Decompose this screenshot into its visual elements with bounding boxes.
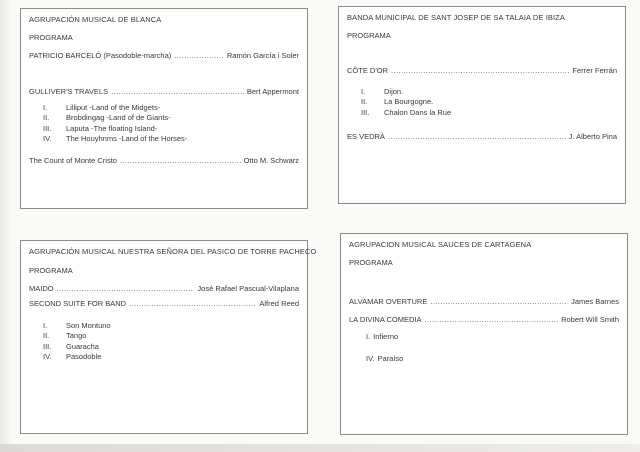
dotted-leader <box>57 284 195 294</box>
movement-list <box>29 321 299 362</box>
piece-title: The Count of Monte Cristo <box>29 156 117 166</box>
band-title: AGRUPACIÓN MUSICAL DE BLANCA <box>29 15 162 24</box>
dotted-leader <box>174 51 224 61</box>
movement-row <box>366 332 619 342</box>
movement-numeral: IV. <box>43 133 52 143</box>
movement-name: Brobdingag -Land of de Giants- <box>66 113 171 123</box>
piece-composer: Robert Will Smith <box>561 315 619 324</box>
piece-title: SECOND SUITE FOR BAND <box>29 299 127 308</box>
movement-row <box>361 87 617 97</box>
movement-row <box>43 103 299 113</box>
band-title: BANDA MUNICIPAL DE SANT JOSEP DE SA TALAIA DE IBIZA <box>347 13 565 22</box>
piece-row <box>29 87 299 97</box>
piece-composer: J. Alberto Pina <box>568 131 617 141</box>
movement-numeral: I. <box>366 332 371 341</box>
movement-numeral: IV. <box>366 354 375 363</box>
piece-row <box>349 297 619 307</box>
piece-row <box>29 299 299 309</box>
movement-name: Infierno <box>373 332 399 341</box>
movement-row <box>43 321 299 331</box>
piece-title: GULLIVER'S TRAVELS <box>29 87 109 96</box>
program-card-ibiza <box>338 6 626 204</box>
movement-name: Son Montuno <box>66 321 111 330</box>
piece-row <box>349 315 619 325</box>
movement-row <box>366 354 619 364</box>
program-card-pacheco <box>20 240 317 434</box>
piece-composer: Bert Appermont <box>246 87 299 96</box>
movement-row <box>43 342 299 352</box>
movement-name: Lilliput -Land of the Midgets- <box>66 103 161 112</box>
program-card-cartagena <box>340 233 628 435</box>
movement-name: Laputa -The floating Island- <box>66 123 158 133</box>
piece-composer: Alfred Reed <box>259 299 299 308</box>
dotted-leader <box>129 299 256 309</box>
movement-numeral: III. <box>361 107 370 117</box>
movement-numeral: III. <box>43 123 52 133</box>
movement-name: Dijon. <box>384 87 404 96</box>
band-title: AGRUPACION MUSICAL SAUCES DE CARTAGENA <box>349 240 532 249</box>
movement-row <box>43 331 299 341</box>
piece-composer: José Rafael Pascual-Vilaplana <box>197 284 299 293</box>
movement-name: La Bourgogne. <box>384 97 434 107</box>
scan-bottom-edge <box>0 444 640 452</box>
piece-row <box>29 156 299 166</box>
piece-composer: Ferrer Ferrán <box>572 66 617 75</box>
movement-name: The Houyhnms -Land of the Horses- <box>66 133 188 143</box>
movement-numeral: II. <box>43 331 50 341</box>
movement-name: Chalon Dans la Rue <box>384 107 452 117</box>
piece-composer: Otto M. Schwarz <box>243 156 299 166</box>
piece-title: MAIDO <box>29 284 54 293</box>
movement-numeral: I. <box>43 103 48 112</box>
movement-numeral: I. <box>43 321 48 330</box>
band-title: AGRUPACIÓN MUSICAL NUESTRA SEÑORA DEL PASICO DE TORRE PACHECO <box>29 247 317 256</box>
piece-row <box>29 284 299 294</box>
movement-numeral: II. <box>43 113 50 123</box>
movement-list <box>347 87 617 118</box>
dotted-leader <box>120 156 241 166</box>
program-label: PROGRAMA <box>29 33 73 42</box>
movement-numeral: II. <box>361 97 368 107</box>
piece-title: ALVAMAR OVERTURE <box>349 297 428 306</box>
program-label: PROGRAMA <box>349 258 393 267</box>
movement-name: Pasodoble <box>66 351 102 361</box>
piece-title: PATRICIO BARCELÓ (Pasodoble-marcha) <box>29 51 172 60</box>
dotted-leader <box>388 132 566 142</box>
movement-name: Guaracha <box>66 341 99 351</box>
movement-name: Paraíso <box>377 354 404 363</box>
piece-row <box>347 66 617 76</box>
dotted-leader <box>425 315 559 325</box>
movement-list <box>29 103 299 144</box>
movement-numeral: IV. <box>43 351 52 361</box>
movement-row <box>361 97 617 107</box>
movement-numeral: I. <box>361 87 366 96</box>
movement-row <box>43 352 299 362</box>
piece-composer: Ramón García i Soler <box>226 51 299 60</box>
piece-composer: James Barnes <box>571 297 619 306</box>
piece-row <box>347 132 617 142</box>
movement-row <box>361 108 617 118</box>
dotted-leader <box>111 87 244 97</box>
movement-name: Tango <box>66 331 87 341</box>
piece-title: CÔTE D'OR <box>347 66 389 75</box>
piece-title: ES VEDRÀ <box>347 131 385 141</box>
scan-left-shadow <box>0 0 12 452</box>
piece-title: LA DIVINA COMEDIA <box>349 315 422 324</box>
program-card-blanca <box>20 8 308 209</box>
program-label: PROGRAMA <box>29 266 73 275</box>
movement-numeral: III. <box>43 341 52 351</box>
program-label: PROGRAMA <box>347 31 391 40</box>
movement-row <box>43 113 299 123</box>
movement-row <box>43 124 299 134</box>
movement-row <box>43 134 299 144</box>
dotted-leader <box>391 66 569 76</box>
dotted-leader <box>430 297 568 307</box>
piece-row <box>29 51 299 61</box>
